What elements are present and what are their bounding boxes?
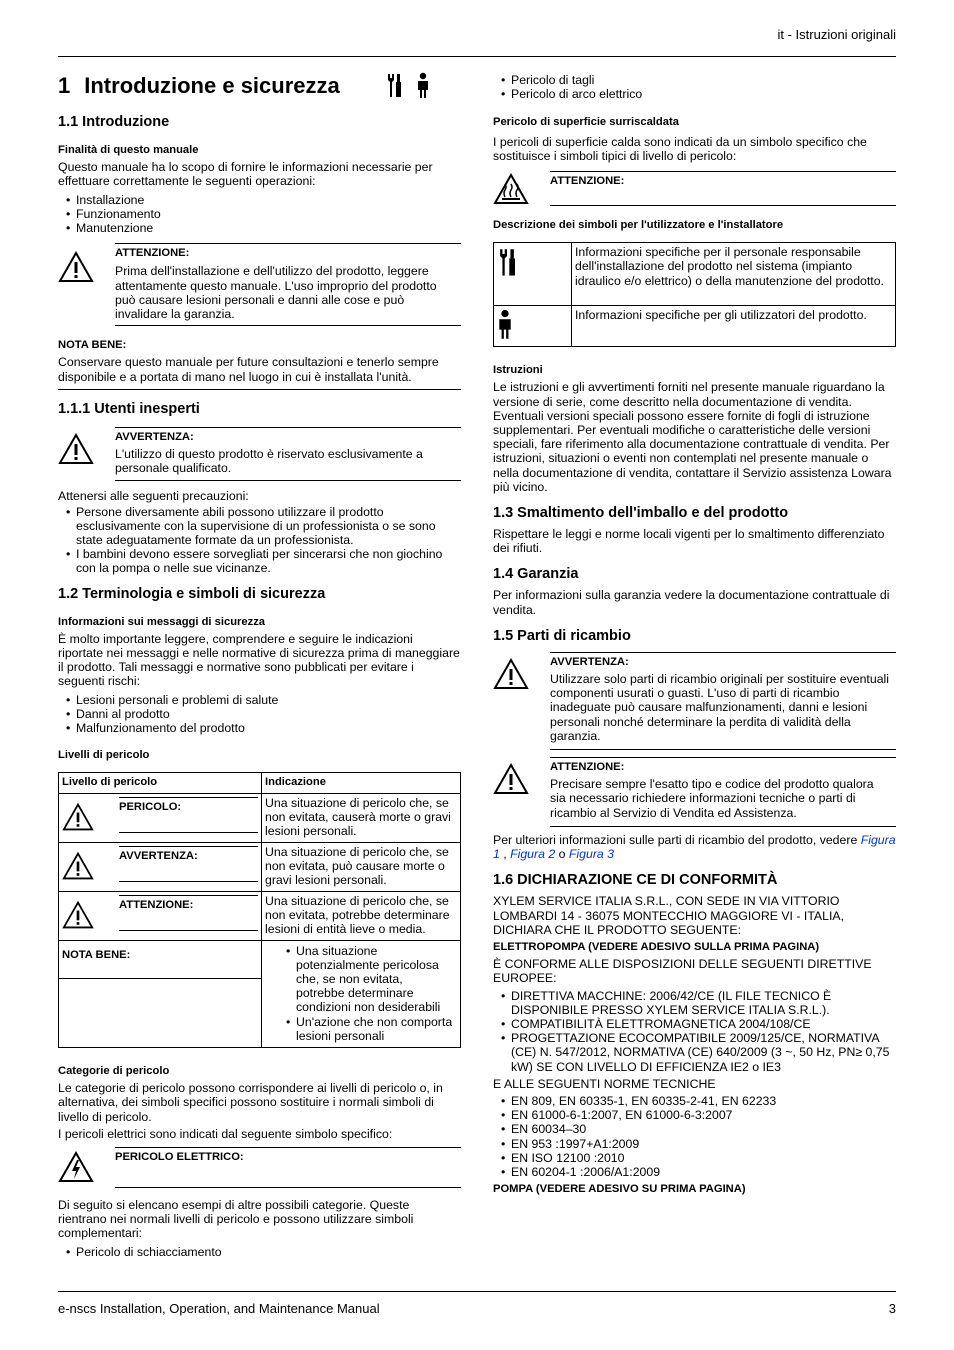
other-categories-list-continued (493, 73, 896, 101)
warning-notice (58, 427, 461, 482)
note-level-label: NOTA BENE: (59, 941, 261, 979)
paragraph-disposal: Rispettare le leggi e norme locali vigenti per lo smaltimento differenziato dei rifiuti. (493, 527, 885, 556)
warning-triangle-icon (58, 251, 94, 283)
figure-3-link[interactable]: Figura 3 (568, 847, 615, 862)
list-item: • Malfunzionamento del prodotto (76, 721, 461, 735)
note-label: NOTA BENE: (58, 339, 127, 352)
spare-parts-warning-text: Utilizzare solo parti di ricambio originali per sostituire eventuali componenti usurati o guasti. L'uso di parti di ricambio inadeguate può causare malfunzionamenti, danni e lesioni personali nonché determinare la perdita di validità della garanzia. (550, 672, 889, 743)
caution-text: Prima dell'installazione e dell'utilizzo del prodotto, leggere attentamente questo manuale. L'uso improprio del prodotto può causare lesioni personali e danni alle cose e può invalidare la garanzia. (115, 264, 437, 322)
warning-triangle-icon (493, 658, 529, 690)
symbols-table (493, 242, 896, 347)
paragraph-directives: È CONFORME ALLE DISPOSIZIONI DELLE SEGUENTI DIRETTIVE EUROPEE: (493, 957, 872, 986)
electrical-hazard-label: PERICOLO ELETTRICO: (115, 1150, 244, 1163)
chapter-title: Introduzione e sicurezza (84, 73, 340, 98)
paragraph-safety-messages: È molto importante leggere, comprendere e seguire le indicazioni riportate nei messaggi e nelle normative di sicurezza prima di maneggiare il prodotto. Tali messaggi e normative sono pubblicati per evitare i seguenti rischi: (58, 631, 460, 689)
list-item: • Danni al prodotto (76, 707, 461, 721)
warning-triangle-icon (493, 763, 529, 795)
warning-text: L'utilizzo di questo prodotto è riservato esclusivamente a personale qualificato. (115, 447, 423, 476)
table-row (59, 842, 461, 891)
warning-triangle-icon (58, 433, 94, 465)
other-categories-list (58, 1245, 461, 1259)
declaration-product: ELETTROPOMPA (VEDERE ADESIVO SULLA PRIMA PAGINA) (493, 940, 820, 953)
section-title-1-2: 1.2 Terminologia e simboli di sicurezza (58, 585, 326, 602)
table-cell: Informazioni specifiche per il personale responsabile dell'installazione del prodotto nel sistema (impianto idraulico e/o elettrico) o della manutenzione del prodotto. (572, 243, 896, 306)
list-item: • EN 953 :1997+A1:2009 (511, 1137, 896, 1151)
paragraph-standards: E ALLE SEGUENTI NORME TECNICHE (493, 1076, 716, 1091)
footer-rule (58, 1291, 896, 1292)
subheading-purpose: Finalità di questo manuale (58, 144, 199, 156)
paragraph-purpose: Questo manuale ha lo scopo di fornire le informazioni necessarie per effettuare correttamente le seguenti operazioni: (58, 160, 433, 189)
list-item: • Una situazione potenzialmente pericolosa che, se non evitata, potrebbe determinare condizioni non desiderabili (296, 944, 453, 1015)
list-item: • Manutenzione (76, 221, 461, 235)
spare-parts-caution-label: ATTENZIONE: (550, 761, 625, 774)
danger-label: PERICOLO: (119, 797, 258, 814)
subheading-hazard-levels: Livelli di pericolo (58, 749, 150, 762)
list-item: • EN 60034–30 (511, 1122, 896, 1136)
hot-surface-icon (493, 173, 529, 205)
section-title-1-3: 1.3 Smaltimento dell'imballo e del prodotto (493, 505, 789, 522)
paragraph-instructions: Le istruzioni e gli avvertimenti forniti nel presente manuale riguardano la versione di serie, come descritto nella documentazione di vendita. Eventuali versioni speciali possono essere fornite di fogli di istruzione supplementari. Per eventuali modifiche o caratteristiche delle versioni speciali, fare riferimento alla documentazione contrattuale di vendita. Per istruzioni, situazioni o eventi non contemplati nel presente manuale o nella documentazione di vendita, contattare il Servizio assistenza Lowara più vicino. (493, 380, 892, 494)
paragraph-hot-surface: I pericoli di superficie calda sono indicati da un simbolo specifico che sostituisce i simboli tipici di livello di pericolo: (493, 134, 867, 163)
spare-parts-caution (493, 757, 896, 827)
list-item: • Pericolo di tagli (511, 73, 896, 87)
paragraph-hazard-categories: Le categorie di pericolo possono corrispondere ai livelli di pericolo o, in alternativa, dei simboli specifici possono sostituire i normali simboli di livello di pericolo. (58, 1081, 443, 1124)
chapter-number: 1 (58, 73, 71, 98)
section-title-1-1: 1.1 Introduzione (58, 114, 170, 130)
table-cell: Una situazione di pericolo che, se non evitata, potrebbe determinare lesioni di entità lieve o media. (262, 891, 461, 940)
table-row (59, 891, 461, 940)
chapter-heading (58, 72, 461, 100)
list-item: • EN 60204-1 :2006/A1:2009 (511, 1165, 896, 1179)
paragraph-other-categories: Di seguito si elencano esempi di altre possibili categorie. Queste rientrano nei normali livelli di pericolo e possono utilizzare simboli complementari: (58, 1197, 414, 1241)
subheading-safety-messages: Informazioni sui messaggi di sicurezza (58, 615, 266, 628)
header-doc-language: it - Istruzioni originali (777, 27, 896, 42)
electrical-hazard-notice (58, 1147, 461, 1188)
list-item: • Pericolo di schiacciamento (76, 1245, 461, 1259)
list-item: • Lesioni personali e problemi di salute (76, 693, 461, 707)
section-title-1-5: 1.5 Parti di ricambio (493, 627, 631, 644)
caution-level-label: ATTENZIONE: (119, 895, 258, 912)
risks-list (58, 693, 461, 736)
page-number: 3 (888, 1301, 896, 1316)
list-item: • COMPATIBILITÀ ELETTROMAGNETICA 2004/108/CE (511, 1017, 892, 1031)
spare-parts-caution-text: Precisare sempre l'esatto tipo e codice del prodotto qualora sia necessario richiedere informazioni tecniche o parti di ricambio al Servizio di Vendita ed Assistenza. (550, 777, 874, 820)
paragraph-spare-parts-refs: Per ulteriori informazioni sulle parti di ricambio del prodotto, vedere Figura 1 , Figura 2 o Figura 3 (493, 832, 896, 862)
directives-list (493, 989, 896, 1074)
hot-surface-label: ATTENZIONE: (550, 175, 625, 188)
wrench-screwdriver-icon (386, 72, 402, 100)
note-text: Conservare questo manuale per future consultazioni e tenerlo sempre disponibile e a portata di mano nel luogo in cui è installata l'unità. (58, 355, 439, 384)
footer-manual-title: e-nscs Installation, Operation, and Maintenance Manual (58, 1301, 380, 1316)
table-header: Indicazione (262, 772, 461, 793)
hot-surface-notice (493, 171, 896, 207)
list-item: • EN 809, EN 60335-1, EN 60335-2-41, EN 62233 (511, 1094, 896, 1108)
table-row (494, 243, 896, 306)
table-header-row (59, 772, 461, 793)
table-row (494, 306, 896, 347)
operations-list (58, 193, 461, 236)
list-item: • EN ISO 12100 :2010 (511, 1151, 896, 1165)
right-column (493, 73, 896, 1196)
subheading-symbols: Descrizione dei simboli per l'utilizzatore e l'installatore (493, 219, 784, 232)
list-item: • EN 61000-6-1:2007, EN 61000-6-3:2007 (511, 1108, 896, 1122)
table-cell: Informazioni specifiche per gli utilizzatori del prodotto. (572, 306, 896, 347)
note-level-list (265, 944, 457, 1043)
section-title-1-1-1: 1.1.1 Utenti inesperti (58, 400, 200, 417)
warning-label: AVVERTENZA: (115, 430, 194, 443)
section-title-1-4: 1.4 Garanzia (493, 566, 579, 583)
table-row (59, 940, 461, 1047)
figure-1-link[interactable]: Figura 1 (493, 832, 896, 862)
declaration-pump: POMPA (VEDERE ADESIVO SU PRIMA PAGINA) (493, 1183, 746, 1196)
warning-triangle-icon (62, 851, 94, 881)
electrical-hazard-icon (58, 1151, 94, 1183)
figure-2-link[interactable]: Figura 2 (510, 847, 556, 862)
list-item: • DIRETTIVA MACCHINE: 2006/42/CE (IL FILE TECNICO È DISPONIBILE PRESSO XYLEM SERVICE ITALIA S.R.L.). (511, 989, 892, 1017)
section-title-1-6: 1.6 DICHIARAZIONE CE DI CONFORMITÀ (493, 872, 778, 889)
warning-level-label: AVVERTENZA: (119, 846, 258, 863)
subheading-instructions: Istruzioni (493, 364, 543, 377)
paragraph-warranty: Per informazioni sulla garanzia vedere la documentazione contrattuale di vendita. (493, 588, 890, 617)
list-item: • Un'azione che non comporta lesioni personali (296, 1015, 453, 1043)
table-cell: Una situazione di pericolo che, se non evitata, causerà morte o gravi lesioni personali. (262, 793, 461, 842)
spare-parts-warning-label: AVVERTENZA: (550, 655, 629, 668)
left-column (58, 72, 461, 1259)
standards-list (493, 1094, 896, 1179)
warning-triangle-icon (62, 900, 94, 930)
subheading-hazard-categories: Categorie di pericolo (58, 1064, 170, 1077)
hazard-levels-table (58, 772, 461, 1048)
precautions-intro: Attenersi alle seguenti precauzioni: (58, 489, 249, 504)
list-item: • Pericolo di arco elettrico (511, 87, 896, 101)
paragraph-declaration: XYLEM SERVICE ITALIA S.R.L., CON SEDE IN VIA VITTORIO LOMBARDI 14 - 36075 MONTECCHIO MAGGIORE VI - ITALIA, DICHIARA CHE IL PRODOTTO SEGUENTE: (493, 894, 844, 937)
list-item: • I bambini devono essere sorvegliati per sincerarsi che non giochino con la pompa o nelle sue vicinanze. (76, 547, 461, 575)
person-icon (497, 308, 513, 342)
wrench-screwdriver-icon (497, 247, 517, 279)
paragraph-electrical: I pericoli elettrici sono indicati dal seguente simbolo specifico: (58, 1126, 393, 1141)
spare-parts-warning (493, 652, 896, 750)
table-header: Livello di pericolo (59, 772, 262, 793)
header-rule (58, 56, 896, 57)
list-item: • Installazione (76, 193, 461, 207)
caution-label: ATTENZIONE: (115, 247, 190, 260)
list-item: • Funzionamento (76, 207, 461, 221)
table-row (59, 793, 461, 842)
list-item: • Persone diversamente abili possono utilizzare il prodotto esclusivamente con la supervisione di un professionista o se sono state adeguatamente formate da un professionista. (76, 505, 461, 548)
person-icon (416, 72, 430, 100)
caution-notice (58, 243, 461, 326)
precautions-list (58, 505, 461, 576)
table-cell: Una situazione di pericolo che, se non evitata, può causare morte o gravi lesioni personali. (262, 842, 461, 891)
list-item: • PROGETTAZIONE ECOCOMPATIBILE 2009/125/CE, NORMATIVA (CE) N. 547/2012, NORMATIVA (CE) 640/2009 (3 ~, 50 Hz, PN≥ 0,75 kW) SE CON LIVELLO DI EFFICIENZA IE2 o IE3 (511, 1031, 892, 1074)
subheading-hot-surface: Pericolo di superficie surriscaldata (493, 116, 679, 129)
warning-triangle-icon (62, 802, 94, 832)
